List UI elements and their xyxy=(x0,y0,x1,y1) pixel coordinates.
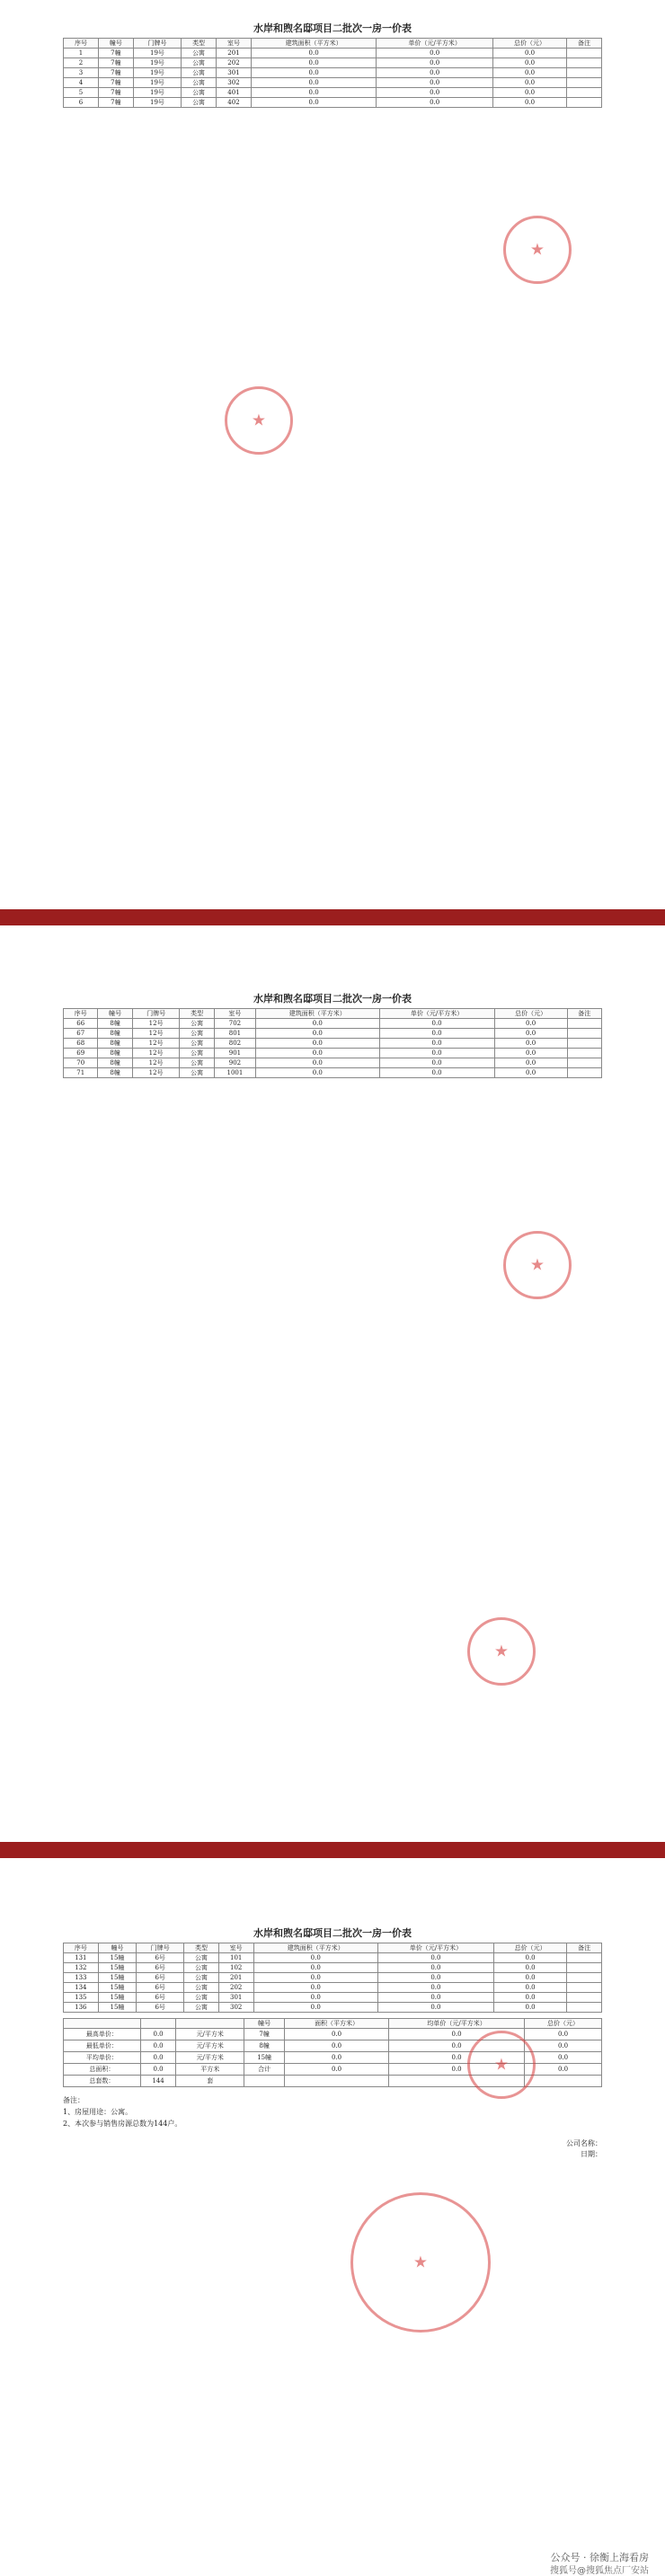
company-seal-3 xyxy=(503,1231,572,1299)
table-cell: 0.0 xyxy=(377,2003,493,2013)
table-cell: 公寓 xyxy=(180,1049,214,1058)
summary-header-cell xyxy=(140,2019,175,2029)
table-cell: 1 xyxy=(64,49,99,58)
table-cell: 公寓 xyxy=(182,49,217,58)
summary-cell: 0.0 xyxy=(389,2040,525,2052)
signature-block xyxy=(63,2138,602,2160)
table-cell xyxy=(567,2003,602,2013)
table-cell: 0.0 xyxy=(494,1058,567,1068)
table-cell: 67 xyxy=(64,1029,98,1039)
table-cell xyxy=(567,98,602,108)
company-seal-1 xyxy=(503,216,572,284)
table-cell: 公寓 xyxy=(184,1973,219,1983)
table-cell: 8幢 xyxy=(98,1058,132,1068)
table-cell: 0.0 xyxy=(377,1983,493,1993)
table-row xyxy=(64,1983,602,1993)
table-cell: 102 xyxy=(218,1963,253,1973)
table-cell: 0.0 xyxy=(379,1029,494,1039)
sheet-title: 水岸和煦名邸项目二批次一房一价表 xyxy=(253,993,412,1005)
table-cell: 公寓 xyxy=(182,58,217,68)
table-cell: 12号 xyxy=(132,1068,180,1078)
table-cell: 0.0 xyxy=(493,88,567,98)
table-cell xyxy=(567,1039,601,1049)
summary-cell: 0.0 xyxy=(525,2064,602,2076)
table-cell: 公寓 xyxy=(180,1029,214,1039)
summary-cell: 0.0 xyxy=(389,2029,525,2040)
price-table xyxy=(63,1943,602,2013)
column-header: 总价（元） xyxy=(493,1943,566,1953)
summary-cell: 最低单价： xyxy=(64,2040,141,2052)
table-cell xyxy=(567,68,602,78)
table-cell: 0.0 xyxy=(251,88,376,98)
table-cell: 公寓 xyxy=(180,1019,214,1029)
column-header: 幢号 xyxy=(98,1009,132,1019)
table-row xyxy=(64,98,602,108)
table-cell: 0.0 xyxy=(494,1049,567,1058)
table-cell: 0.0 xyxy=(379,1068,494,1078)
table-cell: 0.0 xyxy=(493,2003,566,2013)
summary-cell: 元/平方米 xyxy=(176,2029,244,2040)
table-cell: 15幢 xyxy=(98,1963,137,1973)
summary-header-cell: 面积（平方米） xyxy=(285,2019,389,2029)
table-cell: 0.0 xyxy=(377,88,493,98)
table-cell: 0.0 xyxy=(494,1029,567,1039)
table-cell: 202 xyxy=(217,58,252,68)
table-cell: 0.0 xyxy=(256,1019,380,1029)
column-header: 门牌号 xyxy=(137,1943,184,1953)
column-header: 建筑面积（平方米） xyxy=(256,1009,380,1019)
table-cell: 0.0 xyxy=(493,1963,566,1973)
table-cell xyxy=(567,88,602,98)
table-cell: 5 xyxy=(64,88,99,98)
table-cell: 公寓 xyxy=(180,1058,214,1068)
table-cell: 69 xyxy=(64,1049,98,1058)
summary-cell: 0.0 xyxy=(140,2040,175,2052)
summary-cell: 144 xyxy=(140,2076,175,2087)
summary-cell: 0.0 xyxy=(525,2052,602,2064)
summary-cell: 总面积： xyxy=(64,2064,141,2076)
table-cell xyxy=(567,1953,602,1963)
column-header: 备注 xyxy=(567,39,602,49)
column-header: 单价（元/平方米） xyxy=(379,1009,494,1019)
table-cell: 7幢 xyxy=(98,78,133,88)
table-cell xyxy=(567,1983,602,1993)
table-cell: 66 xyxy=(64,1019,98,1029)
table-cell: 公寓 xyxy=(180,1039,214,1049)
table-cell: 15幢 xyxy=(98,1993,137,2003)
table-cell: 0.0 xyxy=(377,1953,493,1963)
summary-header-cell xyxy=(64,2019,141,2029)
table-cell: 0.0 xyxy=(256,1049,380,1058)
table-cell: 6号 xyxy=(137,1983,184,1993)
notes-title: 备注： xyxy=(63,2096,84,2104)
table-cell: 0.0 xyxy=(494,1068,567,1078)
table-cell: 公寓 xyxy=(182,98,217,108)
price-sheet-page-2 xyxy=(63,988,602,1078)
table-cell: 8幢 xyxy=(98,1049,132,1058)
summary-cell xyxy=(285,2076,389,2087)
table-cell: 6号 xyxy=(137,1953,184,1963)
table-row xyxy=(64,1058,602,1068)
table-cell: 0.0 xyxy=(493,1953,566,1963)
summary-header-cell: 幢号 xyxy=(244,2019,285,2029)
table-cell: 15幢 xyxy=(98,2003,137,2013)
table-cell: 136 xyxy=(64,2003,99,2013)
table-cell: 0.0 xyxy=(493,1973,566,1983)
table-cell: 公寓 xyxy=(182,88,217,98)
table-cell: 6号 xyxy=(137,1973,184,1983)
table-row xyxy=(64,1953,602,1963)
table-cell: 12号 xyxy=(132,1029,180,1039)
table-cell: 7幢 xyxy=(98,49,133,58)
table-cell: 0.0 xyxy=(493,68,567,78)
table-cell: 公寓 xyxy=(184,1993,219,2003)
summary-cell: 0.0 xyxy=(389,2064,525,2076)
table-cell xyxy=(567,1973,602,1983)
summary-cell xyxy=(525,2076,602,2087)
table-cell: 8幢 xyxy=(98,1068,132,1078)
table-row xyxy=(64,1019,602,1029)
summary-cell: 套 xyxy=(176,2076,244,2087)
column-header: 室号 xyxy=(218,1943,253,1953)
company-seal-4 xyxy=(467,1617,536,1686)
table-cell: 6号 xyxy=(137,1963,184,1973)
table-cell: 70 xyxy=(64,1058,98,1068)
table-row xyxy=(64,1029,602,1039)
price-table xyxy=(63,38,602,108)
table-row xyxy=(64,1993,602,2003)
table-cell: 0.0 xyxy=(253,1953,377,1963)
table-cell: 公寓 xyxy=(180,1068,214,1078)
table-cell: 7幢 xyxy=(98,98,133,108)
column-header: 备注 xyxy=(567,1009,601,1019)
table-cell: 0.0 xyxy=(493,78,567,88)
notes-line: 1、房屋用途：公寓。 xyxy=(63,2108,133,2116)
column-header: 序号 xyxy=(64,39,99,49)
table-cell: 0.0 xyxy=(377,1973,493,1983)
column-header: 单价（元/平方米） xyxy=(377,39,493,49)
table-cell: 68 xyxy=(64,1039,98,1049)
table-cell: 902 xyxy=(214,1058,255,1068)
summary-cell: 平均单价： xyxy=(64,2052,141,2064)
company-seal-2 xyxy=(225,386,293,455)
table-cell: 0.0 xyxy=(253,1993,377,2003)
table-cell: 8幢 xyxy=(98,1019,132,1029)
table-cell: 15幢 xyxy=(98,1983,137,1993)
table-cell: 0.0 xyxy=(493,1983,566,1993)
table-header-row xyxy=(64,1009,602,1019)
notes-block xyxy=(63,2094,602,2129)
table-cell: 0.0 xyxy=(251,68,376,78)
summary-cell: 元/平方米 xyxy=(176,2040,244,2052)
column-header: 类型 xyxy=(184,1943,219,1953)
table-cell: 12号 xyxy=(132,1019,180,1029)
table-cell: 133 xyxy=(64,1973,99,1983)
table-cell: 12号 xyxy=(132,1049,180,1058)
table-cell: 0.0 xyxy=(256,1058,380,1068)
table-cell: 0.0 xyxy=(379,1039,494,1049)
table-cell: 302 xyxy=(218,2003,253,2013)
summary-cell: 0.0 xyxy=(525,2029,602,2040)
table-cell: 101 xyxy=(218,1953,253,1963)
summary-header-row xyxy=(64,2019,602,2029)
summary-header-cell: 均单价（元/平方米） xyxy=(389,2019,525,2029)
summary-cell: 0.0 xyxy=(285,2052,389,2064)
table-cell: 0.0 xyxy=(493,58,567,68)
sheet-title: 水岸和煦名邸项目二批次一房一价表 xyxy=(253,22,412,34)
table-cell: 402 xyxy=(217,98,252,108)
column-header: 室号 xyxy=(217,39,252,49)
table-cell: 15幢 xyxy=(98,1973,137,1983)
table-cell: 4 xyxy=(64,78,99,88)
column-header: 幢号 xyxy=(98,39,133,49)
table-row xyxy=(64,78,602,88)
table-cell: 0.0 xyxy=(377,68,493,78)
table-cell xyxy=(567,1029,601,1039)
summary-cell: 0.0 xyxy=(285,2064,389,2076)
table-row xyxy=(64,88,602,98)
summary-cell: 0.0 xyxy=(285,2029,389,2040)
summary-cell: 0.0 xyxy=(389,2052,525,2064)
column-header: 总价（元） xyxy=(494,1009,567,1019)
column-header: 门牌号 xyxy=(133,39,181,49)
company-seal-5 xyxy=(467,2031,536,2099)
table-row xyxy=(64,58,602,68)
table-cell: 0.0 xyxy=(377,78,493,88)
table-cell: 801 xyxy=(214,1029,255,1039)
summary-cell: 15幢 xyxy=(244,2052,285,2064)
table-cell: 0.0 xyxy=(251,78,376,88)
summary-cell: 8幢 xyxy=(244,2040,285,2052)
table-cell: 7幢 xyxy=(98,88,133,98)
table-row xyxy=(64,1963,602,1973)
column-header: 幢号 xyxy=(98,1943,137,1953)
table-cell xyxy=(567,1049,601,1058)
table-cell xyxy=(567,49,602,58)
table-cell: 0.0 xyxy=(379,1049,494,1058)
table-row xyxy=(64,1068,602,1078)
table-cell: 0.0 xyxy=(494,1019,567,1029)
table-cell: 12号 xyxy=(132,1039,180,1049)
table-cell: 202 xyxy=(218,1983,253,1993)
table-cell: 401 xyxy=(217,88,252,98)
table-cell: 19号 xyxy=(133,58,181,68)
table-cell: 1001 xyxy=(214,1068,255,1078)
table-cell: 0.0 xyxy=(493,98,567,108)
table-cell: 0.0 xyxy=(377,49,493,58)
table-cell: 7幢 xyxy=(98,68,133,78)
table-cell: 6号 xyxy=(137,2003,184,2013)
table-cell: 0.0 xyxy=(256,1068,380,1078)
column-header: 室号 xyxy=(214,1009,255,1019)
table-cell: 0.0 xyxy=(256,1039,380,1049)
summary-cell: 0.0 xyxy=(140,2029,175,2040)
summary-cell: 0.0 xyxy=(525,2040,602,2052)
summary-cell: 0.0 xyxy=(285,2040,389,2052)
company-label: 公司名称： xyxy=(566,2139,602,2147)
table-cell: 公寓 xyxy=(184,1963,219,1973)
table-cell xyxy=(567,1963,602,1973)
column-header: 总价（元） xyxy=(493,39,567,49)
column-header: 备注 xyxy=(567,1943,602,1953)
table-cell: 201 xyxy=(217,49,252,58)
table-cell: 0.0 xyxy=(251,49,376,58)
column-header: 类型 xyxy=(182,39,217,49)
table-cell: 6号 xyxy=(137,1993,184,2003)
table-row xyxy=(64,1049,602,1058)
table-cell: 0.0 xyxy=(253,2003,377,2013)
table-cell: 19号 xyxy=(133,68,181,78)
table-row xyxy=(64,1039,602,1049)
table-cell: 0.0 xyxy=(493,49,567,58)
summary-cell xyxy=(244,2076,285,2087)
table-cell: 134 xyxy=(64,1983,99,1993)
table-cell: 6 xyxy=(64,98,99,108)
table-cell: 0.0 xyxy=(377,98,493,108)
table-cell xyxy=(567,1058,601,1068)
table-row xyxy=(64,1973,602,1983)
summary-header-cell: 总价（元） xyxy=(525,2019,602,2029)
table-cell: 0.0 xyxy=(377,1993,493,2003)
table-cell: 135 xyxy=(64,1993,99,2003)
table-cell: 3 xyxy=(64,68,99,78)
column-header: 类型 xyxy=(180,1009,214,1019)
summary-cell: 最高单价： xyxy=(64,2029,141,2040)
date-label: 日期： xyxy=(581,2150,602,2158)
table-cell: 802 xyxy=(214,1039,255,1049)
table-cell: 0.0 xyxy=(256,1029,380,1039)
summary-cell: 总套数： xyxy=(64,2076,141,2087)
summary-cell: 合计 xyxy=(244,2064,285,2076)
column-header: 序号 xyxy=(64,1943,99,1953)
table-cell: 19号 xyxy=(133,49,181,58)
table-cell: 0.0 xyxy=(377,1963,493,1973)
table-cell: 公寓 xyxy=(184,2003,219,2013)
table-cell: 0.0 xyxy=(251,58,376,68)
table-cell: 0.0 xyxy=(253,1983,377,1993)
table-header-row xyxy=(64,39,602,49)
summary-cell: 元/平方米 xyxy=(176,2052,244,2064)
table-cell: 132 xyxy=(64,1963,99,1973)
table-cell: 公寓 xyxy=(182,78,217,88)
table-cell: 0.0 xyxy=(379,1019,494,1029)
summary-header-cell xyxy=(176,2019,244,2029)
table-cell: 8幢 xyxy=(98,1039,132,1049)
table-cell: 301 xyxy=(217,68,252,78)
table-cell: 15幢 xyxy=(98,1953,137,1963)
table-cell xyxy=(567,1019,601,1029)
column-header: 建筑面积（平方米） xyxy=(251,39,376,49)
summary-cell: 0.0 xyxy=(140,2064,175,2076)
page-separator-2 xyxy=(0,1842,665,1858)
table-row xyxy=(64,49,602,58)
table-cell: 0.0 xyxy=(379,1058,494,1068)
table-cell: 0.0 xyxy=(251,98,376,108)
table-cell xyxy=(567,1068,601,1078)
price-sheet-page-1 xyxy=(63,18,602,108)
table-row xyxy=(64,68,602,78)
table-cell: 0.0 xyxy=(253,1963,377,1973)
table-cell: 0.0 xyxy=(377,58,493,68)
summary-cell: 平方米 xyxy=(176,2064,244,2076)
table-cell: 公寓 xyxy=(184,1953,219,1963)
table-cell: 7幢 xyxy=(98,58,133,68)
table-cell: 702 xyxy=(214,1019,255,1029)
table-cell: 8幢 xyxy=(98,1029,132,1039)
table-cell xyxy=(567,1993,602,2003)
table-cell: 71 xyxy=(64,1068,98,1078)
table-cell: 19号 xyxy=(133,78,181,88)
sheet-title: 水岸和煦名邸项目二批次一房一价表 xyxy=(253,1927,412,1939)
table-cell: 公寓 xyxy=(182,68,217,78)
company-seal-6 xyxy=(350,2192,491,2333)
column-header: 单价（元/平方米） xyxy=(377,1943,493,1953)
table-cell: 201 xyxy=(218,1973,253,1983)
table-cell: 901 xyxy=(214,1049,255,1058)
table-cell: 12号 xyxy=(132,1058,180,1068)
table-cell: 0.0 xyxy=(493,1993,566,2003)
table-cell: 19号 xyxy=(133,88,181,98)
table-cell: 0.0 xyxy=(494,1039,567,1049)
table-cell: 公寓 xyxy=(184,1983,219,1993)
page-separator-1 xyxy=(0,909,665,925)
table-cell: 2 xyxy=(64,58,99,68)
footer-wechat-label: 公众号 · 徐衡上海看房 xyxy=(550,2552,649,2563)
summary-cell: 7幢 xyxy=(244,2029,285,2040)
table-cell: 19号 xyxy=(133,98,181,108)
column-header: 门牌号 xyxy=(132,1009,180,1019)
column-header: 序号 xyxy=(64,1009,98,1019)
summary-cell: 0.0 xyxy=(140,2052,175,2064)
table-cell: 0.0 xyxy=(253,1973,377,1983)
table-cell: 302 xyxy=(217,78,252,88)
notes-line: 2、本次参与销售房源总数为144户。 xyxy=(63,2120,182,2128)
footer-sohu-label: 搜狐号@搜狐焦点厂安站 xyxy=(550,2566,649,2576)
table-header-row xyxy=(64,1943,602,1953)
table-row xyxy=(64,2003,602,2013)
column-header: 建筑面积（平方米） xyxy=(253,1943,377,1953)
price-table xyxy=(63,1008,602,1078)
table-cell: 131 xyxy=(64,1953,99,1963)
table-cell xyxy=(567,58,602,68)
table-cell xyxy=(567,78,602,88)
table-cell: 301 xyxy=(218,1993,253,2003)
